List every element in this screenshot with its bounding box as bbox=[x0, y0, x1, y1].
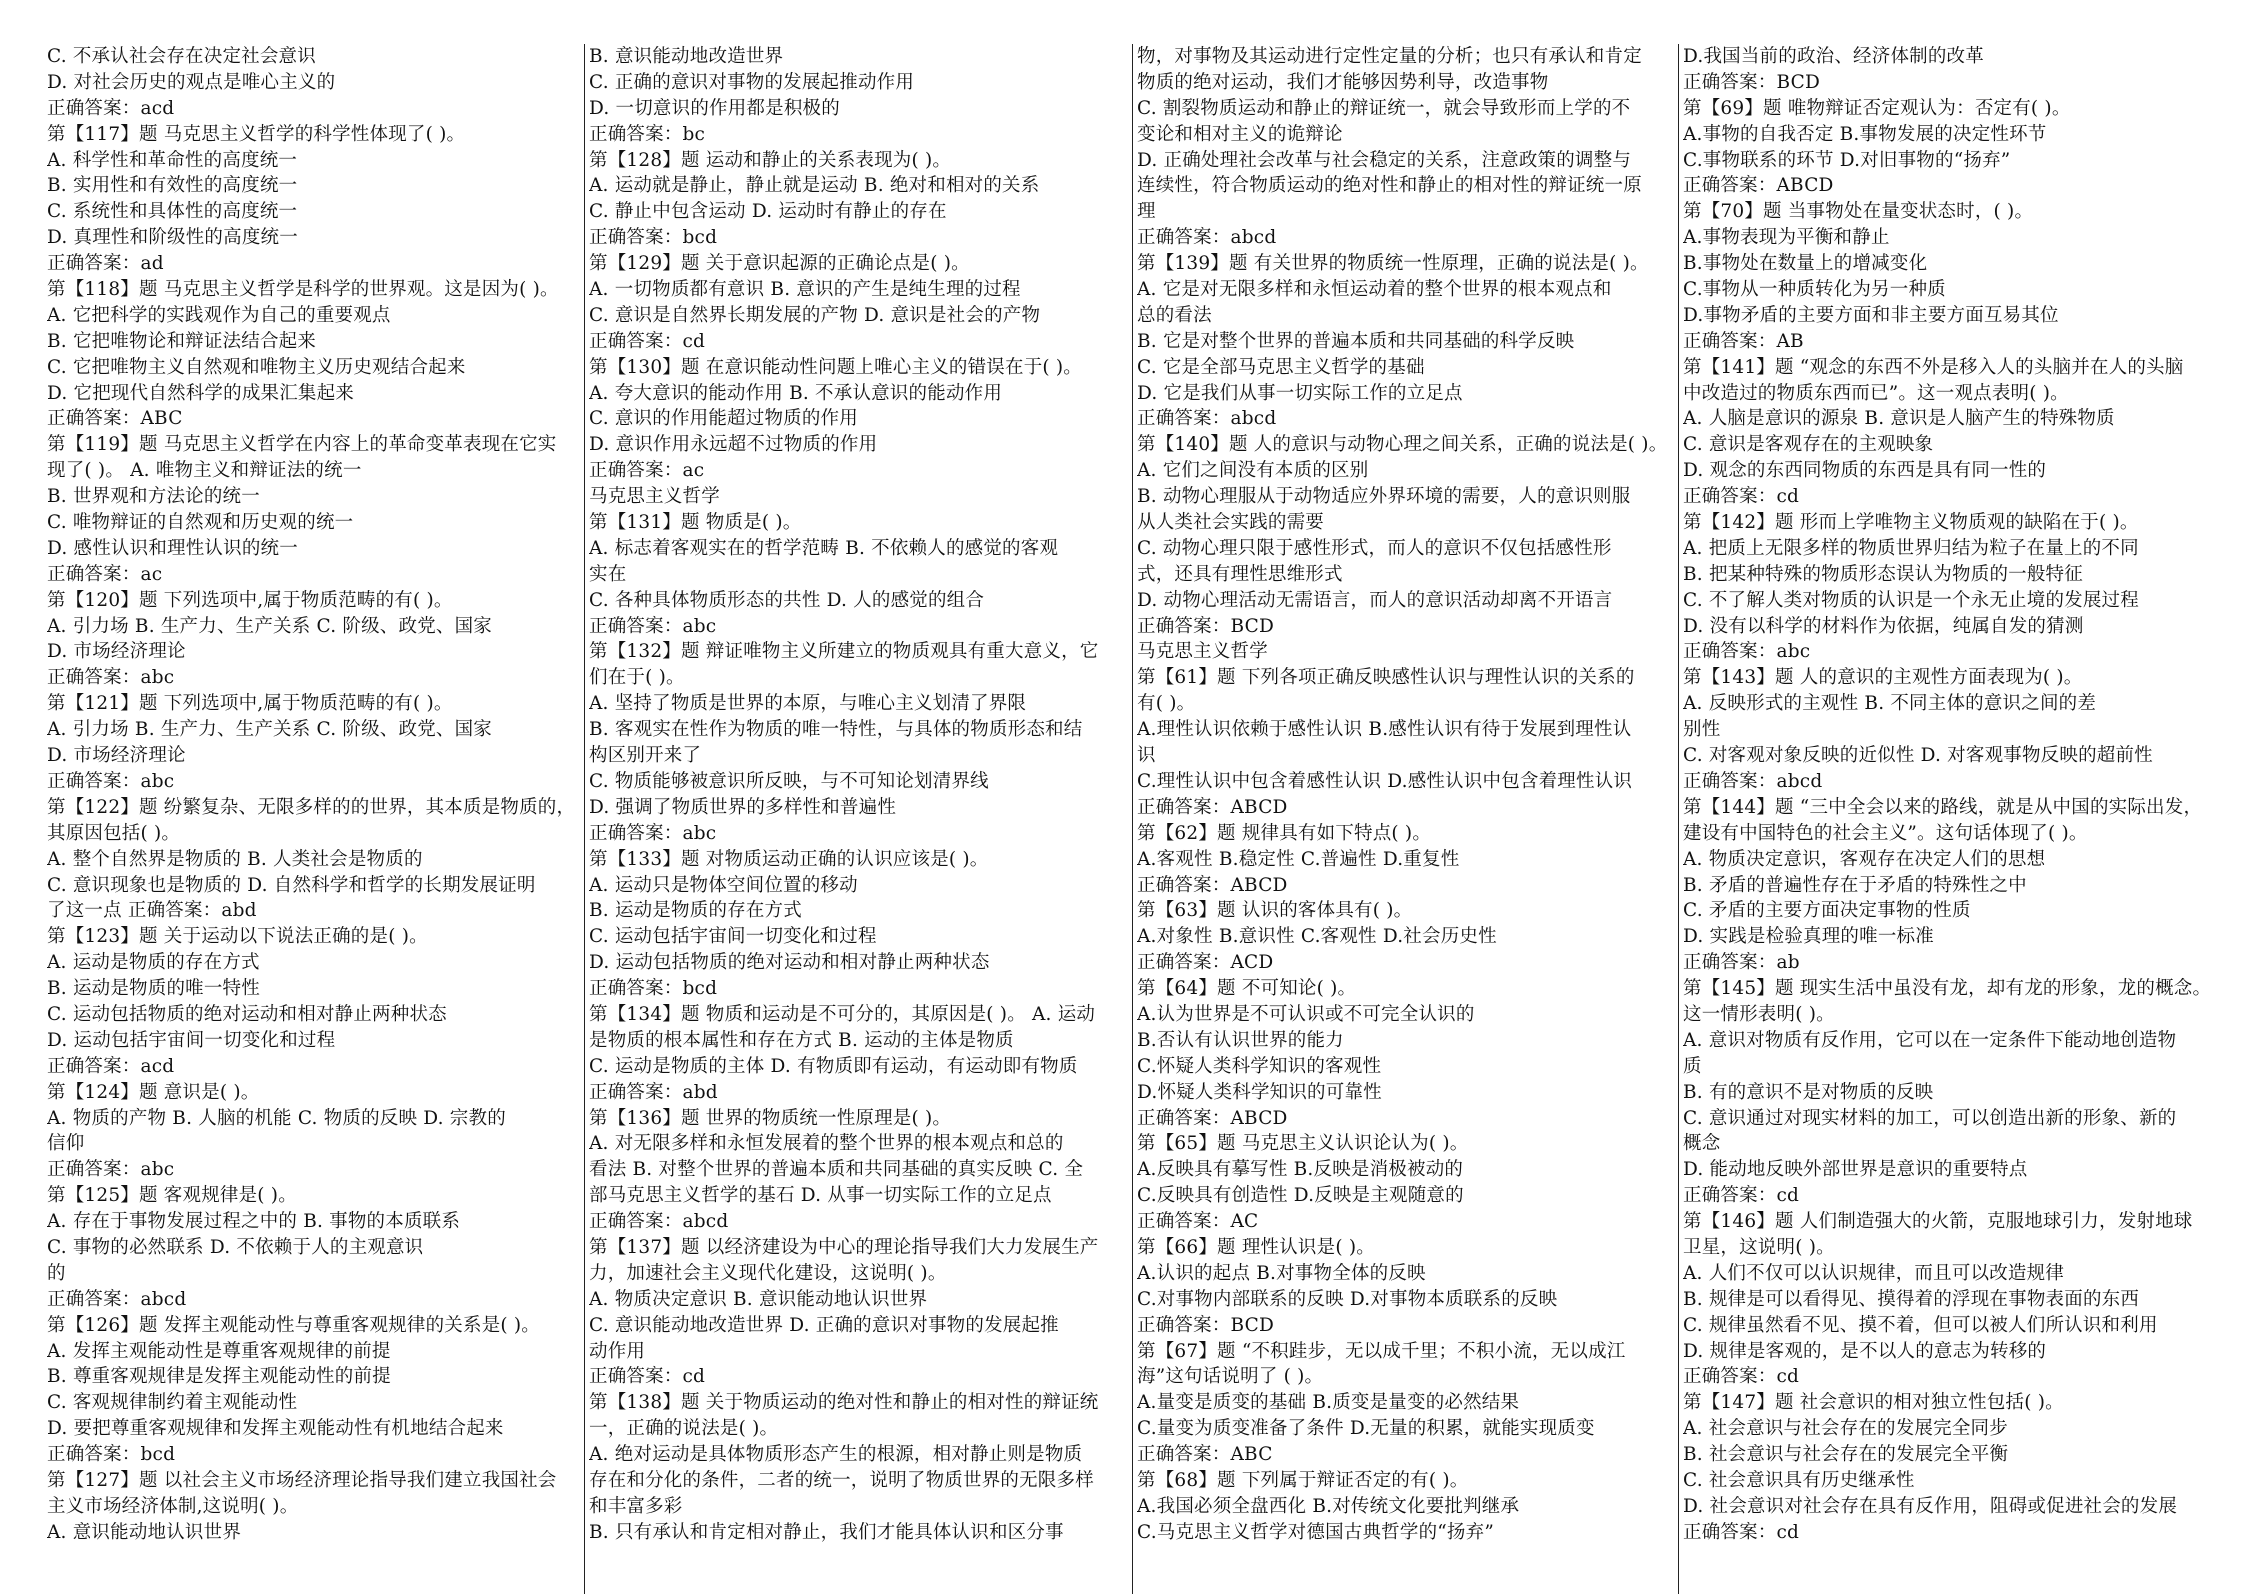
answer-line: 正确答案：abcd bbox=[1683, 770, 1823, 792]
question-line: 第【63】题 认识的客体具有( )。 bbox=[1137, 900, 1413, 922]
text-line: A. 标志着客观实在的哲学范畴 B. 不依赖人的感觉的客观 bbox=[589, 537, 1059, 559]
text-line: 中改造过的物质东西而已”。这一观点表明( )。 bbox=[1683, 382, 2069, 404]
text-line: A.对象性 B.意识性 C.客观性 D.社会历史性 bbox=[1137, 926, 1497, 948]
question-line: 第【124】题 意识是( )。 bbox=[47, 1081, 260, 1103]
text-line: C. 不承认社会存在决定社会意识 bbox=[47, 46, 316, 67]
text-line: D. 运动包括宇宙间一切变化和过程 bbox=[47, 1029, 336, 1051]
text-line: A.事物的自我否定 B.事物发展的决定性环节 bbox=[1683, 123, 2047, 145]
text-line: A. 人们不仅可以认识规律，而且可以改造规律 bbox=[1683, 1262, 2065, 1284]
text-line: B. 社会意识与社会存在的发展完全平衡 bbox=[1683, 1444, 2009, 1466]
text-line: C. 它把唯物主义自然观和唯物主义历史观结合起来 bbox=[47, 356, 466, 378]
question-line: 第【134】题 物质和运动是不可分的，其原因是( )。 A. 运动 bbox=[589, 1003, 1096, 1025]
text-line: 建设有中国特色的社会主义”。这句话体现了( )。 bbox=[1683, 822, 2088, 844]
question-line: 第【118】题 马克思主义哲学是科学的世界观。这是因为( )。 bbox=[47, 279, 559, 301]
text-line: C. 事物的必然联系 D. 不依赖于人的主观意识 bbox=[47, 1236, 424, 1258]
text-line: D. 意识作用永远超不过物质的作用 bbox=[589, 434, 878, 456]
text-line: C. 静止中包含运动 D. 运动时有静止的存在 bbox=[589, 201, 947, 223]
text-line: 部马克思主义哲学的基石 D. 从事一切实际工作的立足点 bbox=[589, 1185, 1052, 1207]
answer-line: 正确答案：BCD bbox=[1137, 615, 1275, 637]
text-line: A. 把质上无限多样的物质世界归结为粒子在量上的不同 bbox=[1683, 537, 2139, 559]
answer-line: 正确答案：ad bbox=[47, 253, 164, 275]
answer-line: 正确答案：abc bbox=[1683, 641, 1811, 663]
answer-line: 正确答案：abcd bbox=[47, 1288, 187, 1310]
answer-line: 正确答案：abcd bbox=[589, 1211, 729, 1233]
question-line: 第【126】题 发挥主观能动性与尊重客观规律的关系是( )。 bbox=[47, 1314, 541, 1336]
text-line: D. 对社会历史的观点是唯心主义的 bbox=[47, 71, 336, 93]
answer-line: 正确答案：ABCD bbox=[1137, 1107, 1288, 1129]
answer-line: 正确答案：acd bbox=[47, 97, 175, 119]
answer-line: 正确答案：ABC bbox=[47, 408, 183, 430]
text-line: C. 唯物辩证的自然观和历史观的统一 bbox=[47, 512, 354, 534]
text-line: D. 正确处理社会改革与社会稳定的关系，注意政策的调整与 bbox=[1137, 149, 1632, 171]
text-line: 连续性，符合物质运动的绝对性和静止的相对性的辩证统一原 bbox=[1137, 175, 1642, 197]
question-line: 第【61】题 下列各项正确反映感性认识与理性认识的关系的 bbox=[1137, 667, 1635, 689]
text-line: C. 各种具体物质形态的共性 D. 人的感觉的组合 bbox=[589, 589, 985, 611]
text-line: D. 感性认识和理性认识的统一 bbox=[47, 537, 298, 559]
text-line: 物，对事物及其运动进行定性定量的分析；也只有承认和肯定 bbox=[1137, 46, 1642, 67]
question-line: 第【119】题 马克思主义哲学在内容上的革命变革表现在它实 bbox=[47, 434, 557, 456]
text-line: D. 市场经济理论 bbox=[47, 641, 186, 663]
text-line: A. 存在于事物发展过程之中的 B. 事物的本质联系 bbox=[47, 1211, 461, 1233]
question-line: 第【138】题 关于物质运动的绝对性和静止的相对性的辩证统 bbox=[589, 1392, 1099, 1414]
text-line: B. 有的意识不是对物质的反映 bbox=[1683, 1081, 1934, 1103]
text-line: C. 动物心理只限于感性形式，而人的意识不仅包括感性形 bbox=[1137, 537, 1612, 559]
text-line: C. 它是全部马克思主义哲学的基础 bbox=[1137, 356, 1425, 378]
question-line: 第【144】题 “三中全会以来的路线，就是从中国的实际出发， bbox=[1683, 796, 2203, 818]
answer-line: 正确答案：ABCD bbox=[1137, 796, 1288, 818]
answer-line: 正确答案：abcd bbox=[1137, 408, 1277, 430]
text-column-1 bbox=[44, 44, 584, 1594]
question-line: 第【127】题 以社会主义市场经济理论指导我们建立我国社会 bbox=[47, 1469, 557, 1491]
text-line: C.量变为质变准备了条件 D.无量的积累，就能实现质变 bbox=[1137, 1418, 1595, 1440]
text-line: D. 要把尊重客观规律和发挥主观能动性有机地结合起来 bbox=[47, 1418, 504, 1440]
section-heading: 马克思主义哲学 bbox=[589, 486, 720, 508]
text-column-3 bbox=[1132, 44, 1678, 1594]
text-line: 的 bbox=[47, 1262, 66, 1284]
text-line: D. 社会意识对社会存在具有反作用，阻碍或促进社会的发展 bbox=[1683, 1495, 2178, 1517]
text-line: B. 动物心理服从于动物适应外界环境的需要，人的意识则服 bbox=[1137, 486, 1631, 508]
text-line: D. 它是我们从事一切实际工作的立足点 bbox=[1137, 382, 1463, 404]
text-line: C. 对客观对象反映的近似性 D. 对客观事物反映的超前性 bbox=[1683, 745, 2153, 767]
text-line: A. 它是对无限多样和永恒运动着的整个世界的根本观点和 bbox=[1137, 279, 1612, 301]
text-line: C. 社会意识具有历史继承性 bbox=[1683, 1469, 1915, 1491]
text-line: 别性 bbox=[1683, 719, 1721, 741]
text-line: 们在于( )。 bbox=[589, 667, 685, 689]
text-line: A. 意识能动地认识世界 bbox=[47, 1521, 242, 1543]
text-line: C. 运动包括物质的绝对运动和相对静止两种状态 bbox=[47, 1003, 447, 1025]
answer-line: 正确答案：cd bbox=[1683, 1521, 1800, 1543]
text-line: 这一情形表明( )。 bbox=[1683, 1003, 1835, 1025]
text-line: B. 规律是可以看得见、摸得着的浮现在事物表面的东西 bbox=[1683, 1288, 2140, 1310]
text-line: D. 实践是检验真理的唯一标准 bbox=[1683, 926, 1934, 948]
text-line: B. 它是对整个世界的普遍本质和共同基础的科学反映 bbox=[1137, 330, 1575, 352]
question-line: 第【132】题 辩证唯物主义所建立的物质观具有重大意义，它 bbox=[589, 641, 1099, 663]
question-line: 第【65】题 马克思主义认识论认为( )。 bbox=[1137, 1133, 1469, 1155]
answer-line: 正确答案：abc bbox=[47, 667, 175, 689]
text-line: B.否认有认识世界的能力 bbox=[1137, 1029, 1344, 1051]
answer-line: 正确答案：bcd bbox=[589, 227, 718, 249]
text-line: 总的看法 bbox=[1137, 304, 1212, 326]
answer-line: 正确答案：abd bbox=[589, 1081, 718, 1103]
answer-line: 正确答案：bcd bbox=[47, 1444, 176, 1466]
question-line: 第【147】题 社会意识的相对独立性包括( )。 bbox=[1683, 1392, 2064, 1414]
text-line: B. 运动是物质的存在方式 bbox=[589, 900, 802, 922]
text-line: A. 意识对物质有反作用，它可以在一定条件下能动地创造物 bbox=[1683, 1029, 2177, 1051]
text-line: 从人类社会实践的需要 bbox=[1137, 512, 1325, 534]
text-line: A.量变是质变的基础 B.质变是量变的必然结果 bbox=[1137, 1392, 1520, 1414]
question-line: 第【121】题 下列选项中,属于物质范畴的有( )。 bbox=[47, 693, 453, 715]
text-line: A. 整个自然界是物质的 B. 人类社会是物质的 bbox=[47, 848, 423, 870]
question-line: 第【129】题 关于意识起源的正确论点是( )。 bbox=[589, 253, 970, 275]
text-line: 力，加速社会主义现代化建设，这说明( )。 bbox=[589, 1262, 947, 1284]
text-line: A. 坚持了物质是世界的本原，与唯心主义划清了界限 bbox=[589, 693, 1027, 715]
text-line: 卫星，这说明( )。 bbox=[1683, 1236, 1835, 1258]
text-line: 现了( )。 A. 唯物主义和辩证法的统一 bbox=[47, 460, 362, 482]
text-line: A. 对无限多样和永恒发展着的整个世界的根本观点和总的 bbox=[589, 1133, 1064, 1155]
answer-line: 正确答案：abc bbox=[47, 1159, 175, 1181]
answer-line: 正确答案：acd bbox=[47, 1055, 175, 1077]
question-line: 第【139】题 有关世界的物质统一性原理，正确的说法是( )。 bbox=[1137, 253, 1649, 275]
question-line: 第【141】题 “观念的东西不外是移入人的头脑并在人的头脑 bbox=[1683, 356, 2184, 378]
text-line: C.反映具有创造性 D.反映是主观随意的 bbox=[1137, 1185, 1464, 1207]
text-line: A.事物表现为平衡和静止 bbox=[1683, 227, 1890, 249]
text-line: D. 能动地反映外部世界是意识的重要特点 bbox=[1683, 1159, 2028, 1181]
text-line: C. 规律虽然看不见、摸不着，但可以被人们所认识和利用 bbox=[1683, 1314, 2158, 1336]
question-line: 第【122】题 纷繁复杂、无限多样的的世界，其本质是物质的， bbox=[47, 796, 576, 818]
text-column-4 bbox=[1678, 44, 2218, 1594]
text-line: 和丰富多彩 bbox=[589, 1495, 683, 1517]
text-line: A.理性认识依赖于感性认识 B.感性认识有待于发展到理性认 bbox=[1137, 719, 1632, 741]
text-line: 了这一点 正确答案：abd bbox=[47, 900, 257, 922]
question-line: 第【128】题 运动和静止的关系表现为( )。 bbox=[589, 149, 952, 171]
text-line: 信仰 bbox=[47, 1133, 85, 1155]
text-line: A. 运动只是物体空间位置的移动 bbox=[589, 874, 858, 896]
text-line: A.我国必须全盘西化 B.对传统文化要批判继承 bbox=[1137, 1495, 1520, 1517]
text-line: D. 强调了物质世界的多样性和普遍性 bbox=[589, 796, 897, 818]
text-line: C. 意识能动地改造世界 D. 正确的意识对事物的发展起推 bbox=[589, 1314, 1059, 1336]
text-line: 动作用 bbox=[589, 1340, 646, 1362]
answer-line: 正确答案：ACD bbox=[1137, 952, 1274, 974]
text-line: D. 规律是客观的，是不以人的意志为转移的 bbox=[1683, 1340, 2047, 1362]
text-line: D. 没有以科学的材料作为依据，纯属自发的猜测 bbox=[1683, 615, 2084, 637]
section-heading: 马克思主义哲学 bbox=[1137, 641, 1268, 663]
text-line: 质 bbox=[1683, 1055, 1702, 1077]
text-line: B. 尊重客观规律是发挥主观能动性的前提 bbox=[47, 1366, 391, 1388]
answer-line: 正确答案：abc bbox=[47, 770, 175, 792]
answer-line: 正确答案：cd bbox=[1683, 1366, 1800, 1388]
text-line: D. 一切意识的作用都是积极的 bbox=[589, 97, 840, 119]
text-line: 主义市场经济体制,这说明( )。 bbox=[47, 1495, 299, 1517]
text-line: B. 把某种特殊的物质形态误认为物质的一般特征 bbox=[1683, 563, 2083, 585]
text-line: D.怀疑人类科学知识的可靠性 bbox=[1137, 1081, 1382, 1103]
text-line: C. 客观规律制约着主观能动性 bbox=[47, 1392, 298, 1414]
text-line: C. 意识现象也是物质的 D. 自然科学和哲学的长期发展证明 bbox=[47, 874, 536, 896]
text-line: 物质的绝对运动，我们才能够因势利导，改造事物 bbox=[1137, 71, 1549, 93]
text-line: D. 它把现代自然科学的成果汇集起来 bbox=[47, 382, 355, 404]
text-line: A. 引力场 B. 生产力、生产关系 C. 阶级、政党、国家 bbox=[47, 719, 492, 741]
text-line: A. 物质的产物 B. 人脑的机能 C. 物质的反映 D. 宗教的 bbox=[47, 1107, 506, 1129]
answer-line: 正确答案：cd bbox=[1683, 1185, 1800, 1207]
text-line: C. 矛盾的主要方面决定事物的性质 bbox=[1683, 900, 1971, 922]
text-line: A. 物质决定意识，客观存在决定人们的思想 bbox=[1683, 848, 2046, 870]
question-line: 第【64】题 不可知论( )。 bbox=[1137, 978, 1357, 1000]
answer-line: 正确答案：abc bbox=[589, 822, 717, 844]
text-line: C. 意识是客观存在的主观映象 bbox=[1683, 434, 1934, 456]
question-line: 第【145】题 现实生活中虽没有龙，却有龙的形象，龙的概念。 bbox=[1683, 978, 2211, 1000]
text-line: C. 意识是自然界长期发展的产物 D. 意识是社会的产物 bbox=[589, 304, 1041, 326]
text-line: D.我国当前的政治、经济体制的改革 bbox=[1683, 46, 1984, 67]
text-line: D. 观念的东西同物质的东西是具有同一性的 bbox=[1683, 460, 2047, 482]
text-line: 其原因包括( )。 bbox=[47, 822, 181, 844]
text-line: C.事物联系的环节 D.对旧事物的“扬弃” bbox=[1683, 149, 2011, 171]
text-line: B.事物处在数量上的增减变化 bbox=[1683, 253, 1928, 275]
question-line: 第【143】题 人的意识的主观性方面表现为( )。 bbox=[1683, 667, 2083, 689]
question-line: 第【136】题 世界的物质统一性原理是( )。 bbox=[589, 1107, 952, 1129]
text-line: C.理性认识中包含着感性认识 D.感性认识中包含着理性认识 bbox=[1137, 770, 1633, 792]
text-line: 概念 bbox=[1683, 1133, 1721, 1155]
question-line: 第【146】题 人们制造强大的火箭，克服地球引力，发射地球 bbox=[1683, 1211, 2193, 1233]
text-line: 是物质的根本属性和存在方式 B. 运动的主体是物质 bbox=[589, 1029, 1014, 1051]
answer-line: 正确答案：cd bbox=[1683, 486, 1800, 508]
text-line: 存在和分化的条件，二者的统一，说明了物质世界的无限多样 bbox=[589, 1469, 1094, 1491]
text-line: 变论和相对主义的诡辩论 bbox=[1137, 123, 1343, 145]
text-line: 构区别开来了 bbox=[589, 745, 702, 767]
text-line: C.马克思主义哲学对德国古典哲学的“扬弃” bbox=[1137, 1521, 1494, 1543]
answer-line: 正确答案：BCD bbox=[1683, 71, 1821, 93]
text-line: A. 运动就是静止，静止就是运动 B. 绝对和相对的关系 bbox=[589, 175, 1040, 197]
text-line: A.认为世界是不可认识或不可完全认识的 bbox=[1137, 1003, 1475, 1025]
text-line: A. 运动是物质的存在方式 bbox=[47, 952, 260, 974]
text-line: C.事物从一种质转化为另一种质 bbox=[1683, 279, 1946, 301]
text-line: B. 运动是物质的唯一特性 bbox=[47, 978, 260, 1000]
text-line: A. 它把科学的实践观作为自己的重要观点 bbox=[47, 304, 391, 326]
text-line: C.对事物内部联系的反映 D.对事物本质联系的反映 bbox=[1137, 1288, 1558, 1310]
answer-line: 正确答案：ABC bbox=[1137, 1444, 1273, 1466]
text-line: C.怀疑人类科学知识的客观性 bbox=[1137, 1055, 1382, 1077]
question-line: 第【62】题 规律具有如下特点( )。 bbox=[1137, 822, 1432, 844]
question-line: 第【131】题 物质是( )。 bbox=[589, 512, 802, 534]
answer-line: 正确答案：abc bbox=[589, 615, 717, 637]
text-line: A. 它们之间没有本质的区别 bbox=[1137, 460, 1369, 482]
answer-line: 正确答案：cd bbox=[589, 330, 706, 352]
question-line: 第【140】题 人的意识与动物心理之间关系，正确的说法是( )。 bbox=[1137, 434, 1668, 456]
text-line: C. 运动包括宇宙间一切变化和过程 bbox=[589, 926, 877, 948]
question-line: 第【123】题 关于运动以下说法正确的是( )。 bbox=[47, 926, 428, 948]
text-line: A. 社会意识与社会存在的发展完全同步 bbox=[1683, 1418, 2008, 1440]
answer-line: 正确答案：bc bbox=[589, 123, 706, 145]
question-line: 第【66】题 理性认识是( )。 bbox=[1137, 1236, 1375, 1258]
text-line: C. 不了解人类对物质的认识是一个永无止境的发展过程 bbox=[1683, 589, 2139, 611]
question-line: 第【67】题 “不积跬步，无以成千里；不积小流，无以成江 bbox=[1137, 1340, 1626, 1362]
question-line: 第【70】题 当事物处在量变状态时，( )。 bbox=[1683, 201, 2034, 223]
text-line: D.事物矛盾的主要方面和非主要方面互易其位 bbox=[1683, 304, 2059, 326]
text-line: B. 它把唯物论和辩证法结合起来 bbox=[47, 330, 317, 352]
text-line: A.认识的起点 B.对事物全体的反映 bbox=[1137, 1262, 1426, 1284]
answer-line: 正确答案：ABCD bbox=[1137, 874, 1288, 896]
answer-line: 正确答案：ABCD bbox=[1683, 175, 1834, 197]
text-line: 一，正确的说法是( )。 bbox=[589, 1418, 779, 1440]
text-line: C. 割裂物质运动和静止的辩证统一，就会导致形而上学的不 bbox=[1137, 97, 1631, 119]
text-line: B. 世界观和方法论的统一 bbox=[47, 486, 260, 508]
question-line: 第【69】题 唯物辩证否定观认为：否定有( )。 bbox=[1683, 97, 2071, 119]
text-line: C. 正确的意识对事物的发展起推动作用 bbox=[589, 71, 915, 93]
text-line: A.客观性 B.稳定性 C.普遍性 D.重复性 bbox=[1137, 848, 1460, 870]
answer-line: 正确答案：abcd bbox=[1137, 227, 1277, 249]
text-line: C. 运动是物质的主体 D. 有物质即有运动，有运动即有物质 bbox=[589, 1055, 1078, 1077]
text-line: 看法 B. 对整个世界的普遍本质和共同基础的真实反映 C. 全 bbox=[589, 1159, 1084, 1181]
text-line: C. 意识的作用能超过物质的作用 bbox=[589, 408, 858, 430]
text-line: B. 矛盾的普遍性存在于矛盾的特殊性之中 bbox=[1683, 874, 2027, 896]
text-line: A.反映具有摹写性 B.反映是消极被动的 bbox=[1137, 1159, 1464, 1181]
text-line: A. 夸大意识的能动作用 B. 不承认意识的能动作用 bbox=[589, 382, 1003, 404]
text-line: C. 物质能够被意识所反映，与不可知论划清界线 bbox=[589, 770, 989, 792]
answer-line: 正确答案：ac bbox=[47, 563, 163, 585]
text-line: D. 市场经济理论 bbox=[47, 745, 186, 767]
question-line: 第【130】题 在意识能动性问题上唯心主义的错误在于( )。 bbox=[589, 356, 1083, 378]
question-line: 第【117】题 马克思主义哲学的科学性体现了( )。 bbox=[47, 123, 466, 145]
question-line: 第【125】题 客观规律是( )。 bbox=[47, 1185, 297, 1207]
question-line: 第【120】题 下列选项中,属于物质范畴的有( )。 bbox=[47, 589, 453, 611]
text-line: C. 意识通过对现实材料的加工，可以创造出新的形象、新的 bbox=[1683, 1107, 2177, 1129]
question-line: 第【137】题 以经济建设为中心的理论指导我们大力发展生产 bbox=[589, 1236, 1099, 1258]
text-line: D. 动物心理活动无需语言，而人的意识活动却离不开语言 bbox=[1137, 589, 1613, 611]
text-line: D. 运动包括物质的绝对运动和相对静止两种状态 bbox=[589, 952, 990, 974]
answer-line: 正确答案：ac bbox=[589, 460, 705, 482]
text-line: B. 实用性和有效性的高度统一 bbox=[47, 175, 298, 197]
text-line: A. 科学性和革命性的高度统一 bbox=[47, 149, 298, 171]
answer-line: 正确答案：AB bbox=[1683, 330, 1804, 352]
text-line: 实在 bbox=[589, 563, 627, 585]
text-line: C. 系统性和具体性的高度统一 bbox=[47, 201, 298, 223]
text-line: 识 bbox=[1137, 745, 1156, 767]
text-line: 海”这句话说明了 ( )。 bbox=[1137, 1366, 1324, 1388]
text-line: A. 人脑是意识的源泉 B. 意识是人脑产生的特殊物质 bbox=[1683, 408, 2115, 430]
text-line: D. 真理性和阶级性的高度统一 bbox=[47, 227, 298, 249]
text-line: A. 物质决定意识 B. 意识能动地认识世界 bbox=[589, 1288, 928, 1310]
text-line: B. 客观实在性作为物质的唯一特性，与具体的物质形态和结 bbox=[589, 719, 1083, 741]
text-line: A. 一切物质都有意识 B. 意识的产生是纯生理的过程 bbox=[589, 279, 1021, 301]
text-line: A. 反映形式的主观性 B. 不同主体的意识之间的差 bbox=[1683, 693, 2097, 715]
text-line: 理 bbox=[1137, 201, 1156, 223]
answer-line: 正确答案：ab bbox=[1683, 952, 1800, 974]
text-line: B. 只有承认和肯定相对静止，我们才能具体认识和区分事 bbox=[589, 1521, 1064, 1543]
answer-line: 正确答案：cd bbox=[589, 1366, 706, 1388]
question-line: 第【142】题 形而上学唯物主义物质观的缺陷在于( )。 bbox=[1683, 512, 2139, 534]
text-line: 式，还具有理性思维形式 bbox=[1137, 563, 1343, 585]
answer-line: 正确答案：bcd bbox=[589, 978, 718, 1000]
text-line: B. 意识能动地改造世界 bbox=[589, 46, 784, 67]
text-line: 有( )。 bbox=[1137, 693, 1196, 715]
text-line: A. 绝对运动是具体物质形态产生的根源，相对静止则是物质 bbox=[589, 1444, 1083, 1466]
text-line: A. 引力场 B. 生产力、生产关系 C. 阶级、政党、国家 bbox=[47, 615, 492, 637]
question-line: 第【133】题 对物质运动正确的认识应该是( )。 bbox=[589, 848, 989, 870]
text-column-2 bbox=[584, 44, 1132, 1594]
question-line: 第【68】题 下列属于辩证否定的有( )。 bbox=[1137, 1469, 1469, 1491]
text-line: A. 发挥主观能动性是尊重客观规律的前提 bbox=[47, 1340, 391, 1362]
answer-line: 正确答案：BCD bbox=[1137, 1314, 1275, 1336]
answer-line: 正确答案：AC bbox=[1137, 1211, 1259, 1233]
